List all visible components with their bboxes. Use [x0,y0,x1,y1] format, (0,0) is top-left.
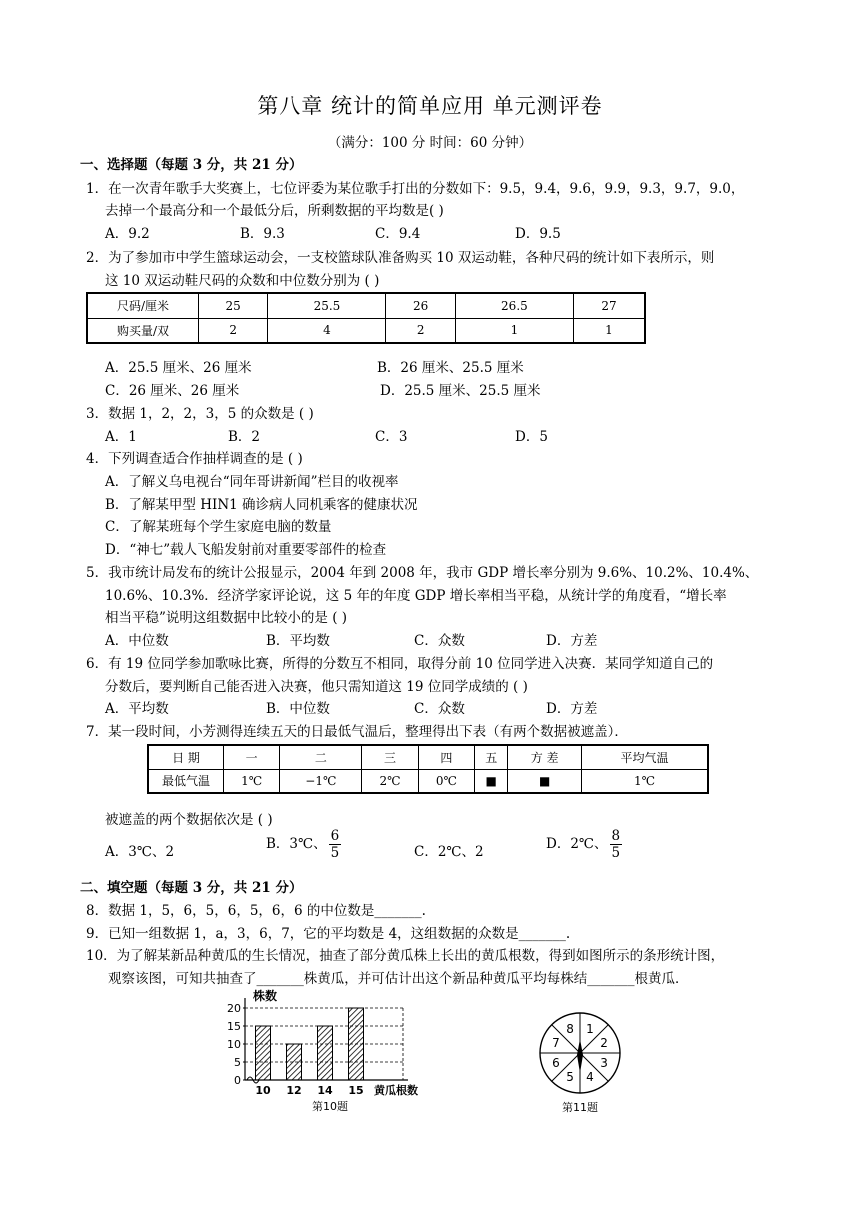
table-cell: 1 [455,318,573,343]
y-tick-label: 5 [234,1056,241,1069]
q8-text: 8．数据 1，5，6，5，6，5，6，6 的中位数是_______. [86,903,426,919]
x-tick-label: 15 [348,1084,364,1097]
q7-option-b [266,828,341,861]
y-tick-label: 0 [234,1074,241,1087]
bar [256,1026,271,1080]
q7-option-d [546,828,622,861]
spinner-number: 4 [586,1070,594,1085]
y-tick-label: 20 [227,1002,241,1015]
q1-option-c: C．9.4 [375,226,421,242]
bar [287,1044,302,1080]
table-cell: 25 [199,293,268,318]
q3-option-d: D．5 [515,429,548,445]
table-cell: 2℃ [362,769,418,793]
q2-text-line1: 2．为了参加市中学生篮球运动会，一支校篮球队准备购买 10 双运动鞋，各种尺码的统计如下表所示，则 [86,250,715,266]
spinner-number: 1 [586,1021,594,1036]
table-cell: 日 期 [148,745,224,769]
table-cell: 购买量/双 [87,318,199,343]
spinner-number: 2 [600,1036,608,1051]
table-cell: 1℃ [224,769,280,793]
q1-option-a: A．9.2 [105,226,150,242]
table-cell: 25.5 [268,293,386,318]
y-tick-label: 10 [227,1038,241,1051]
bar [318,1026,333,1080]
q5-text-line1: 5．我市统计局发布的统计公报显示，2004 年到 2008 年，我市 GDP 增长率分别为 9.6%、10.2%、10.4%、 [86,565,759,581]
q3-option-b: B．2 [228,429,261,445]
spinner-pointer [577,1039,583,1073]
q3-option-a: A．1 [105,429,137,445]
q2-option-b: B．26 厘米、25.5 厘米 [377,360,524,376]
fraction-numerator: 8 [611,828,621,844]
table-cell: 平均气温 [581,745,708,769]
q7-option-b-label: B．3℃、 [266,836,327,852]
spinner-caption: 第11题 [562,1101,598,1114]
q4-option-c: C．了解某班每个学生家庭电脑的数量 [105,519,332,535]
q2-text-line2: 这 10 双运动鞋尺码的众数和中位数分别为 ( ) [105,273,380,289]
table-cell: 27 [573,293,645,318]
q5-text-line3: 相当平稳”说明这组数据中比较小的是 ( ) [105,610,348,626]
fraction-numerator: 6 [330,828,340,844]
q6-option-d: D．方差 [546,701,598,717]
table-cell: 2 [199,318,268,343]
table-cell: 四 [418,745,474,769]
fraction-denominator: 5 [611,845,621,861]
table-cell: ■ [508,769,582,793]
fraction-denominator: 5 [330,845,340,861]
q9-text: 9．已知一组数据 1，a，3，6，7，它的平均数是 4，这组数据的众数是_______. [86,926,571,942]
table-cell: 方 差 [508,745,582,769]
section-2-heading: 二、填空题（每题 3 分，共 21 分） [80,880,303,896]
spinner-number: 5 [566,1070,574,1085]
q1-option-d: D．9.5 [515,226,561,242]
q1-option-b: B．9.3 [240,226,285,242]
chart-caption: 第10题 [312,1100,348,1113]
table-cell: −1℃ [280,769,362,793]
q7-option-a: A．3℃、2 [105,844,175,860]
table-cell: 2 [386,318,455,343]
fraction [329,828,342,861]
q1-text-line2: 去掉一个最高分和一个最低分后，所剩数据的平均数是( ) [105,203,444,219]
spinner-number: 3 [600,1055,608,1070]
table-cell: ■ [475,769,508,793]
table-cell: 26.5 [455,293,573,318]
q6-option-a: A．平均数 [105,701,169,717]
q5-text-line2: 10.6%、10.3%．经济学家评论说，这 5 年的年度 GDP 增长率相当平稳，从统计学的角度看，“增长率 [105,588,727,604]
table-cell: 26 [386,293,455,318]
q6-text-line1: 6．有 19 位同学参加歌咏比赛，所得的分数互不相同，取得分前 10 位同学进入决赛．某同学知道自己的 [86,656,714,672]
table-cell: 尺码/厘米 [87,293,199,318]
x-tick-label: 14 [317,1084,333,1097]
q5-option-c: C．众数 [414,633,465,649]
q7-text: 7．某一段时间，小芳测得连续五天的日最低气温后，整理得出下表（有两个数据被遮盖）． [86,724,628,740]
spinner-number: 6 [552,1055,560,1070]
q2-option-a: A．25.5 厘米、26 厘米 [105,360,252,376]
q2-option-d: D．25.5 厘米、25.5 厘米 [380,383,541,399]
spinner-diagram [530,1010,630,1115]
table-cell: 三 [362,745,418,769]
q2-option-c: C．26 厘米、26 厘米 [105,383,240,399]
q3-option-c: C．3 [375,429,408,445]
temperature-table [147,744,709,794]
q6-option-c: C．众数 [414,701,465,717]
y-tick-label: 15 [227,1020,241,1033]
q4-option-a: A．了解义乌电视台“同年哥讲新闻”栏目的收视率 [105,474,399,490]
q5-option-b: B．平均数 [266,633,330,649]
y-axis-label: 株数 [253,989,278,1003]
x-axis-label: 黄瓜根数 [374,1084,418,1097]
bar-chart [225,988,470,1116]
bar [349,1008,364,1080]
spinner-number: 8 [566,1021,574,1036]
x-tick-label: 12 [286,1084,302,1097]
section-1-heading: 一、选择题（每题 3 分，共 21 分） [80,157,303,173]
table-cell: 1 [573,318,645,343]
table-cell: 0℃ [418,769,474,793]
q3-text: 3．数据 1，2，2，3，5 的众数是 ( ) [86,406,314,422]
q10-text-line2: 观察该图，可知共抽查了_______株黄瓜，并可估计出这个新品种黄瓜平均每株结_______根黄瓜． [108,971,689,987]
table-cell: 最低气温 [148,769,224,793]
page-title: 第八章 统计的简单应用 单元测评卷 [257,94,603,118]
q6-option-b: B．中位数 [266,701,330,717]
table-cell: 1℃ [581,769,708,793]
q7-question: 被遮盖的两个数据依次是 ( ) [105,812,273,828]
q10-text-line1: 10．为了解某新品种黄瓜的生长情况，抽查了部分黄瓜株上长出的黄瓜根数，得到如图所示的条形统计图， [86,948,725,964]
q4-option-b: B．了解某甲型 HIN1 确诊病人同机乘客的健康状况 [105,497,418,513]
x-tick-label: 10 [255,1084,271,1097]
q7-option-c: C．2℃、2 [414,844,484,860]
table-cell: 4 [268,318,386,343]
q1-text-line1: 1．在一次青年歌手大奖赛上，七位评委为某位歌手打出的分数如下：9.5，9.4，9.6，9.9，9.3，9.7，9.0， [86,181,745,197]
page-subtitle: （满分：100 分 时间：60 分钟） [327,135,533,151]
q7-option-d-label: D．2℃、 [546,836,608,852]
q4-option-d: D．“神七”载人飞船发射前对重要零部件的检查 [105,542,387,558]
table-cell: 五 [475,745,508,769]
q6-text-line2: 分数后，要判断自己能否进入决赛，他只需知道这 19 位同学成绩的 ( ) [105,679,528,695]
shoe-size-table [86,292,646,344]
spinner-number: 7 [552,1036,560,1051]
q5-option-d: D．方差 [546,633,598,649]
table-cell: 二 [280,745,362,769]
q4-text: 4．下列调查适合作抽样调查的是 ( ) [86,451,303,467]
q5-option-a: A．中位数 [105,633,169,649]
table-cell: 一 [224,745,280,769]
fraction [610,828,623,861]
